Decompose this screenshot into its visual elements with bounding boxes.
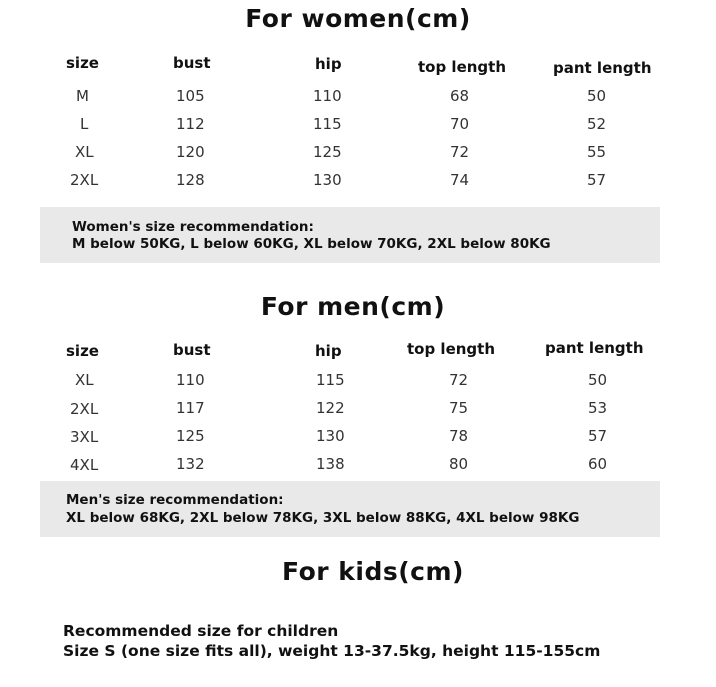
table-cell: 50 <box>587 87 607 105</box>
table-cell: 55 <box>587 143 607 161</box>
recommendation-title: Women's size recommendation: <box>72 219 314 235</box>
table-cell: 60 <box>588 455 608 473</box>
kids-recommendation-text: Size S (one size fits all), weight 13-37.5kg, height 115-155cm <box>63 642 601 660</box>
table-cell: 110 <box>176 371 205 389</box>
table-header-top-length: top length <box>418 58 507 76</box>
table-cell: 110 <box>313 87 342 105</box>
table-cell: 122 <box>316 399 345 417</box>
table-cell: 128 <box>176 171 205 189</box>
table-cell: 130 <box>313 171 342 189</box>
table-cell: 57 <box>588 427 608 445</box>
table-header-pant-length: pant length <box>553 59 652 77</box>
table-cell: 74 <box>450 171 470 189</box>
women-section-title: For women(cm) <box>245 4 471 33</box>
kids-recommendation-title: Recommended size for children <box>63 622 339 640</box>
table-cell: 52 <box>587 115 607 133</box>
table-cell: 117 <box>176 399 205 417</box>
table-cell: 112 <box>176 115 205 133</box>
table-cell: 2XL <box>70 400 99 418</box>
table-header-hip: hip <box>315 55 342 73</box>
table-cell: 72 <box>450 143 470 161</box>
table-header-size: size <box>66 54 99 72</box>
recommendation-title: Men's size recommendation: <box>66 492 284 508</box>
recommendation-text: XL below 68KG, 2XL below 78KG, 3XL below 88KG, 4XL below 98KG <box>66 510 580 526</box>
table-header-top-length: top length <box>407 340 496 358</box>
table-cell: 75 <box>449 399 469 417</box>
table-cell: 125 <box>313 143 342 161</box>
table-header-bust: bust <box>173 54 211 72</box>
table-cell: 105 <box>176 87 205 105</box>
men-size-recommendation-box <box>40 481 660 537</box>
table-cell: 130 <box>316 427 345 445</box>
table-cell: 3XL <box>70 428 99 446</box>
table-cell: 4XL <box>70 456 99 474</box>
table-header-pant-length: pant length <box>545 339 644 357</box>
table-cell: 57 <box>587 171 607 189</box>
table-cell: 115 <box>313 115 342 133</box>
table-cell: 80 <box>449 455 469 473</box>
table-cell: 120 <box>176 143 205 161</box>
table-header-size: size <box>66 342 99 360</box>
table-cell: 115 <box>316 371 345 389</box>
table-cell: 132 <box>176 455 205 473</box>
table-header-bust: bust <box>173 341 211 359</box>
kids-section-title: For kids(cm) <box>282 557 464 586</box>
table-cell: L <box>80 115 89 133</box>
table-cell: 72 <box>449 371 469 389</box>
table-cell: 68 <box>450 87 470 105</box>
table-cell: 78 <box>449 427 469 445</box>
table-cell: 53 <box>588 399 608 417</box>
table-cell: 138 <box>316 455 345 473</box>
table-cell: 125 <box>176 427 205 445</box>
table-cell: 70 <box>450 115 470 133</box>
table-header-hip: hip <box>315 342 342 360</box>
men-section-title: For men(cm) <box>260 292 446 321</box>
table-cell: 50 <box>588 371 608 389</box>
recommendation-text: M below 50KG, L below 60KG, XL below 70KG, 2XL below 80KG <box>72 236 551 252</box>
table-cell: XL <box>75 371 94 389</box>
table-cell: XL <box>75 143 94 161</box>
table-cell: 2XL <box>70 171 99 189</box>
women-size-recommendation-box <box>40 207 660 263</box>
table-cell: M <box>76 87 89 105</box>
